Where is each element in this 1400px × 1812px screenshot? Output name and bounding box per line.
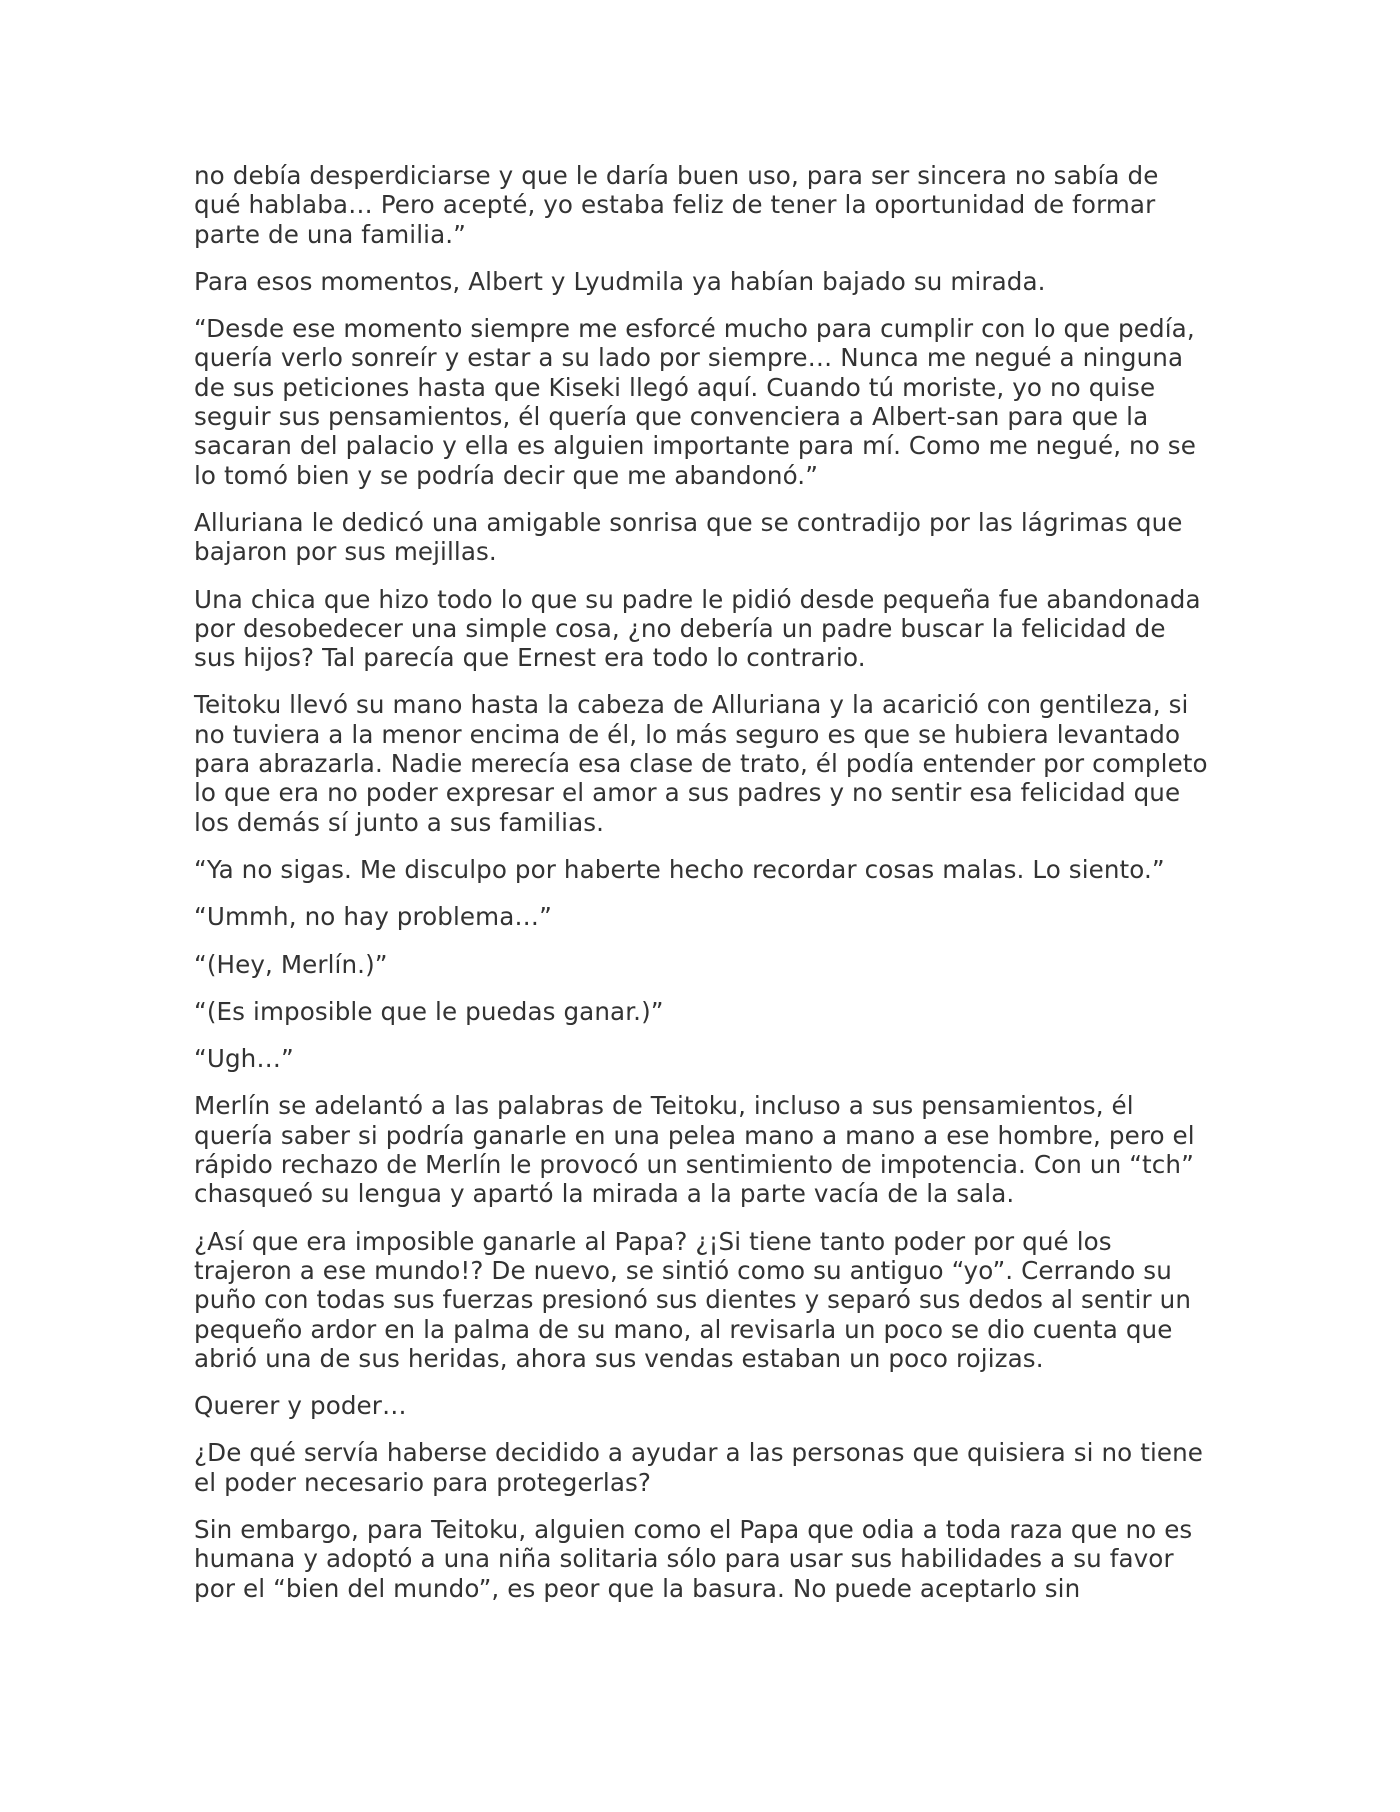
paragraph-9: “(Hey, Merlín.)”	[194, 949, 388, 979]
body-text	[194, 161, 1210, 1621]
paragraph-11: “Ugh…”	[194, 1044, 294, 1074]
paragraph-2: Para esos momentos, Albert y Lyudmila ya habían bajado su mirada.	[194, 266, 1046, 296]
paragraph-16: Sin embargo, para Teitoku, alguien como el Papa que odia a toda raza que no es humana y adoptó a una niña solitaria sólo para usar sus habilidades a su favor por el “bien del mundo”, es peor que la basura. No puede aceptarlo sin	[194, 1514, 1193, 1603]
paragraph-14: Querer y poder…	[194, 1391, 407, 1421]
paragraph-13: ¿Así que era imposible ganarle al Papa? ¿¡Si tiene tanto poder por qué los trajeron a ese mundo!? De nuevo, se sintió como su antiguo “yo”. Cerrando su puño con todas sus fuerzas presionó sus dientes y separó sus dedos al sentir un pequeño ardor en la palma de su mano, al revisarla un poco se dio cuenta que abrió una de sus heridas, ahora sus vendas estaban un poco rojizas.	[194, 1226, 1192, 1373]
paragraph-3: “Desde ese momento siempre me esforcé mucho para cumplir con lo que pedía, quería verlo sonreír y estar a su lado por siempre… Nunca me negué a ninguna de sus peticiones hasta que Kiseki llegó aquí. Cuando tú moriste, yo no quise seguir sus pensamientos, él quería que convenciera a Albert-san para que la sacaran del palacio y ella es alguien importante para mí. Como me negué, no se lo tomó bien y se podría decir que me abandonó.”	[194, 314, 1196, 490]
paragraph-5: Una chica que hizo todo lo que su padre le pidió desde pequeña fue abandonada por desobedecer una simple cosa, ¿no debería un padre buscar la felicidad de sus hijos? Tal parecía que Ernest era todo lo contrario.	[194, 584, 1201, 673]
paragraph-7: “Ya no sigas. Me disculpo por haberte hecho recordar cosas malas. Lo siento.”	[194, 854, 1165, 884]
paragraph-6: Teitoku llevó su mano hasta la cabeza de Alluriana y la acarició con gentileza, si no tuviera a la menor encima de él, lo más seguro es que se hubiera levantado para abrazarla. Nadie merecía esa clase de trato, él podía entender por completo lo que era no poder expresar el amor a sus padres y no sentir esa felicidad que los demás sí junto a sus familias.	[194, 690, 1208, 837]
paragraph-12: Merlín se adelantó a las palabras de Teitoku, incluso a sus pensamientos, él quería saber si podría ganarle en una pelea mano a mano a ese hombre, pero el rápido rechazo de Merlín le provocó un sentimiento de impotencia. Con un “tch” chasqueó su lengua y apartó la mirada a la parte vacía de la sala.	[194, 1091, 1195, 1209]
paragraph-1: no debía desperdiciarse y que le daría buen uso, para ser sincera no sabía de qué hablaba… Pero acepté, yo estaba feliz de tener la oportunidad de formar parte de una familia.”	[194, 161, 1159, 249]
paragraph-8: “Ummh, no hay problema…”	[194, 902, 552, 932]
paragraph-15: ¿De qué servía haberse decidido a ayudar a las personas que quisiera si no tiene el poder necesario para protegerlas?	[194, 1438, 1204, 1497]
paragraph-4: Alluriana le dedicó una amigable sonrisa que se contradijo por las lágrimas que bajaron por sus mejillas.	[194, 507, 1183, 567]
paragraph-10: “(Es imposible que le puedas ganar.)”	[194, 996, 664, 1026]
